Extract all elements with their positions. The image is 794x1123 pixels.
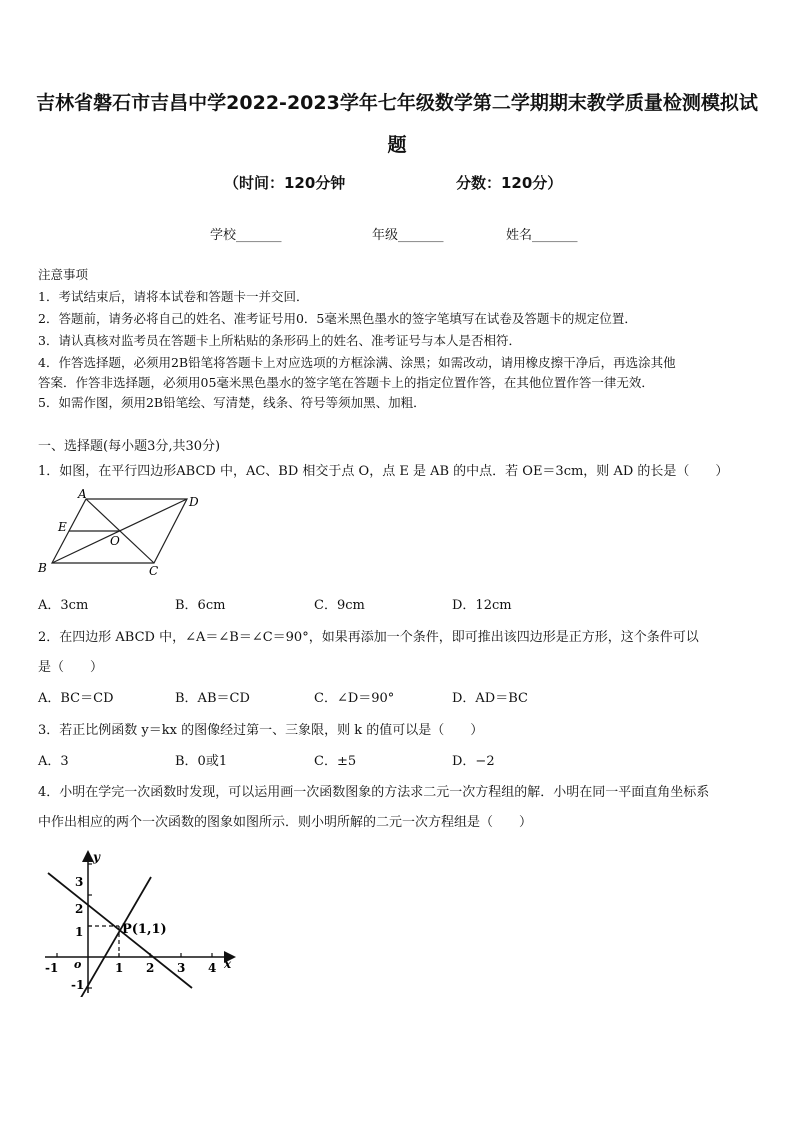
q3-option-d: D．−2 <box>452 754 495 769</box>
x-tick-label: 3 <box>177 961 186 975</box>
exam-title-line2: 题 <box>387 134 407 156</box>
notice-heading: 注意事项 <box>38 267 89 282</box>
question-2-stem-cont: 是（ ） <box>38 660 104 675</box>
y-tick-label: 1 <box>75 925 84 939</box>
exam-time: （时间：120分钟 <box>224 174 346 192</box>
parallelogram-figure <box>32 487 212 579</box>
label-B: B <box>38 561 47 575</box>
question-4-stem: 4．小明在学完一次函数时发现，可以运用画一次函数图象的方法求二元一次方程组的解．小明在同一平面直角坐标系 <box>38 785 710 800</box>
grade-field: 年级_______ <box>372 228 444 243</box>
x-tick-label: 4 <box>208 961 217 975</box>
x-axis-label: x <box>224 957 232 971</box>
x-tick-label: -1 <box>45 961 59 975</box>
x-tick-label: 2 <box>146 961 155 975</box>
q2-option-d: D．AD＝BC <box>452 691 528 706</box>
q1-option-b: B．6cm <box>175 598 226 613</box>
q2-option-c: C．∠D＝90° <box>314 691 395 706</box>
question-1-stem: 1．如图，在平行四边形ABCD 中，AC、BD 相交于点 O，点 E 是 AB 的中点．若 OE＝3cm，则 AD 的长是（ ） <box>38 464 729 479</box>
school-field: 学校_______ <box>210 228 282 243</box>
q3-option-c: C．±5 <box>314 754 357 769</box>
q2-option-b: B．AB＝CD <box>175 691 250 706</box>
q1-option-a: A．3cm <box>38 598 89 613</box>
question-3-stem: 3．若正比例函数 y＝kx 的图像经过第一、三象限，则 k 的值可以是（ ） <box>38 723 484 738</box>
y-axis-label: y <box>93 850 100 864</box>
label-D: D <box>189 495 199 509</box>
exam-title-line1: 吉林省磐石市吉昌中学2022-2023学年七年级数学第二学期期末教学质量检测模拟试 <box>36 92 758 114</box>
label-E: E <box>58 520 67 534</box>
question-4-stem-cont: 中作出相应的两个一次函数的图象如图所示．则小明所解的二元一次方程组是（ ） <box>38 815 533 830</box>
point-p-label: P(1,1) <box>122 922 167 937</box>
y-tick-label: 2 <box>75 902 84 916</box>
notice-item: 3．请认真核对监考员在答题卡上所粘贴的条形码上的姓名、准考证号与本人是否相符． <box>38 333 521 348</box>
q1-option-d: D．12cm <box>452 598 512 613</box>
name-field: 姓名_______ <box>506 228 578 243</box>
y-tick-label: -1 <box>71 978 85 992</box>
notice-item: 4．作答选择题，必须用2B铅笔将答题卡上对应选项的方框涂满、涂黑；如需改动，请用橡皮擦干净后，再选涂其他 <box>38 355 676 370</box>
exam-score: 分数：120分） <box>456 174 563 192</box>
question-2-stem: 2．在四边形 ABCD 中，∠A＝∠B＝∠C＝90°，如果再添加一个条件，即可推出该四边形是正方形，这个条件可以 <box>38 630 699 645</box>
notice-item: 1．考试结束后，请将本试卷和答题卡一并交回． <box>38 289 309 304</box>
origin-label: o <box>74 958 82 971</box>
q3-option-a: A．3 <box>38 754 69 769</box>
linear-functions-graph <box>35 847 245 997</box>
label-O: O <box>110 534 120 548</box>
section-heading: 一、选择题(每小题3分,共30分) <box>38 439 221 454</box>
q3-option-b: B．0或1 <box>175 754 228 769</box>
notice-item: 5．如需作图，须用2B铅笔绘、写清楚，线条、符号等须加黑、加粗． <box>38 395 426 410</box>
label-A: A <box>78 487 87 501</box>
notice-item: 2．答题前，请务必将自己的姓名、准考证号用0．5毫米黑色墨水的签字笔填写在试卷及答题卡的规定位置． <box>38 311 637 326</box>
y-tick-label: 3 <box>75 875 84 889</box>
q1-option-c: C．9cm <box>314 598 365 613</box>
x-tick-label: 1 <box>115 961 124 975</box>
label-C: C <box>149 564 159 578</box>
q2-option-a: A．BC＝CD <box>38 691 114 706</box>
notice-item: 答案．作答非选择题，必须用05毫米黑色墨水的签字笔在答题卡上的指定位置作答，在其他位置作答一律无效． <box>38 375 654 390</box>
